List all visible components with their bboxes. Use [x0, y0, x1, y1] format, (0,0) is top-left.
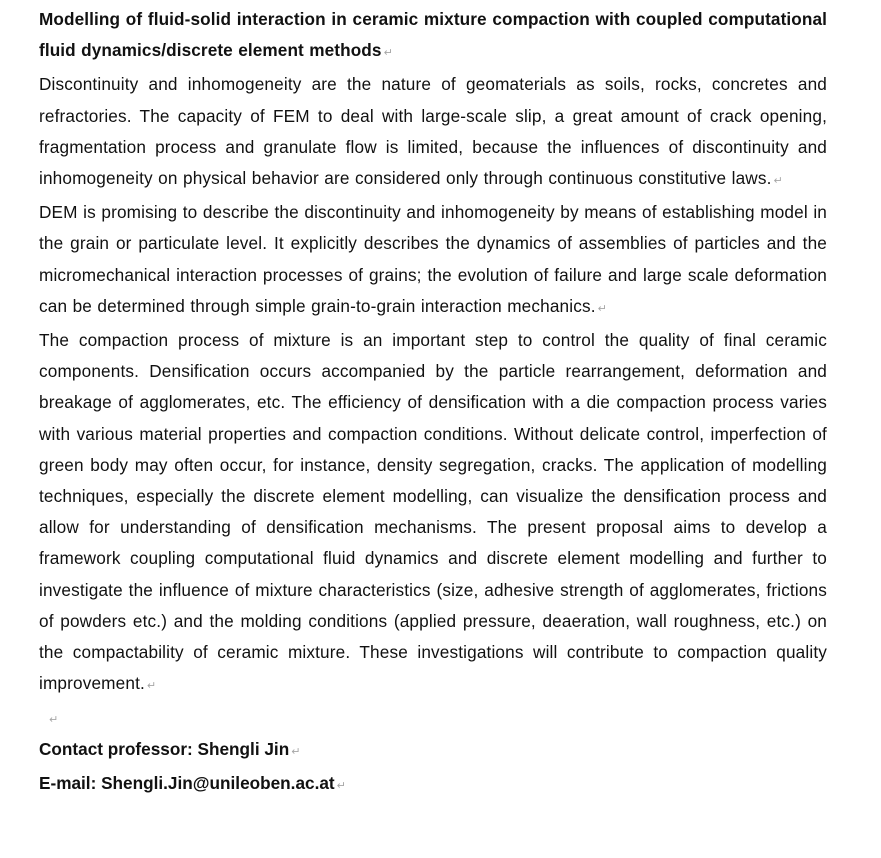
paragraph-mark-icon: ↵	[291, 745, 301, 758]
contact-email-text[interactable]: E-mail: Shengli.Jin@unileoben.ac.at	[39, 772, 335, 793]
paragraph-mark-icon: ↵	[336, 779, 346, 792]
title-text: Modelling of fluid-solid interaction in ceramic mixture compaction with coupled computational fluid dynamics/discrete element methods	[39, 9, 827, 61]
document-title	[39, 4, 827, 69]
paragraph-text: Discontinuity and inhomogeneity are the nature of geomaterials as soils, rocks, concretes and refractories. The capacity of FEM to deal with large-scale slip, a great amount of crack opening, fragmentation process and granulate flow is limited, because the influences of discontinuity and inhomogeneity on physical behavior are considered only through continuous constitutive laws.	[39, 74, 827, 189]
paragraph-dem	[39, 197, 827, 325]
paragraph-mark-icon: ↵	[773, 175, 783, 188]
contact-professor-text: Contact professor: Shengli Jin	[39, 738, 290, 759]
paragraph-mark-icon: ↵	[49, 714, 59, 727]
paragraph-compaction	[39, 325, 827, 702]
document-page	[39, 4, 827, 802]
paragraph-mark-icon: ↵	[597, 302, 608, 315]
paragraph-text: The compaction process of mixture is an important step to control the quality of final ceramic components. Densification occurs accompanied by the particle rearrangement, deformation and breakage of agglomerates, etc. The efficiency of densification with a die compaction process varies with various material properties and compaction conditions. Without delicate control, imperfection of green body may often occur, for instance, density segregation, cracks. The application of modelling techniques, especially the discrete element modelling, can visualize the densification process and allow for understanding of densification mechanisms. The present proposal aims to develop a framework coupling computational fluid dynamics and discrete element modelling and further to investigate the influence of mixture characteristics (size, adhesive strength of agglomerates, frictions of powders etc.) and the molding conditions (applied pressure, deaeration, wall roughness, etc.) on the compactability of ceramic mixture. These investigations will contribute to compaction quality improvement.	[39, 330, 827, 694]
paragraph-discontinuity	[39, 69, 827, 197]
paragraph-mark-icon: ↵	[146, 680, 157, 693]
contact-email	[39, 768, 827, 802]
paragraph-mark-icon: ↵	[383, 47, 393, 60]
empty-paragraph	[39, 702, 827, 733]
paragraph-text: DEM is promising to describe the discontinuity and inhomogeneity by means of establishing model in the grain or particulate level. It explicitly describes the dynamics of assemblies of particles and the micromechanical interaction processes of grains; the evolution of failure and large scale deformation can be determined through simple grain-to-grain interaction mechanics.	[39, 202, 827, 316]
contact-professor	[39, 734, 827, 768]
